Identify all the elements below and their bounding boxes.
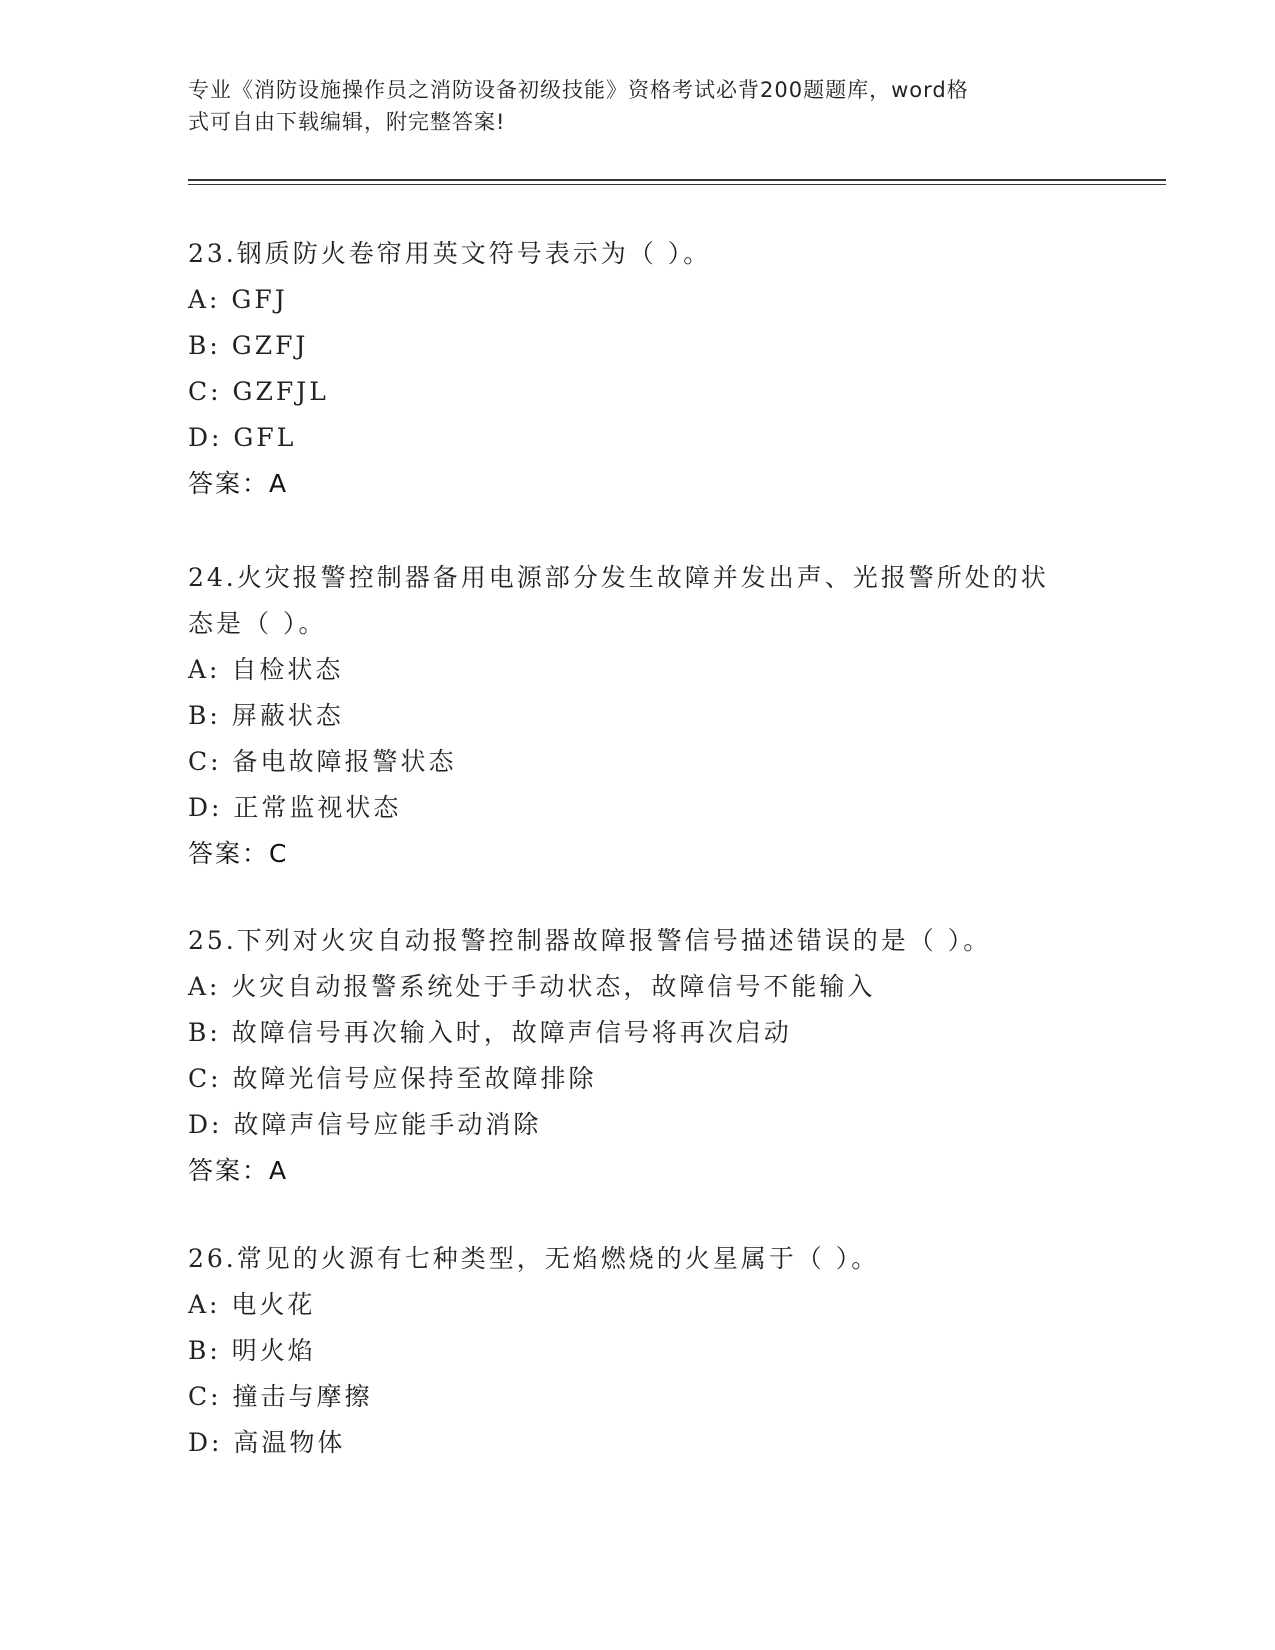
option-c: C: 备电故障报警状态 <box>188 747 457 776</box>
question-stem: 26.常见的火源有七种类型，无焰燃烧的火星属于（ ）。 <box>188 1244 880 1273</box>
option-b: B: 故障信号再次输入时，故障声信号将再次启动 <box>188 1018 792 1047</box>
question-24 <box>188 555 1088 877</box>
option-b: B: GZFJ <box>188 331 309 360</box>
question-23 <box>188 231 1088 507</box>
option-d: D: 故障声信号应能手动消除 <box>188 1110 542 1139</box>
question-26 <box>188 1236 1088 1466</box>
option-d: D: 高温物体 <box>188 1428 346 1457</box>
question-stem: 23.钢质防火卷帘用英文符号表示为（ ）。 <box>188 239 712 268</box>
option-a: A: 自检状态 <box>188 655 344 684</box>
question-stem: 25.下列对火灾自动报警控制器故障报警信号描述错误的是（ ）。 <box>188 926 992 955</box>
option-c: C: 撞击与摩擦 <box>188 1382 373 1411</box>
option-a: A: GFJ <box>188 285 288 314</box>
option-a: A: 火灾自动报警系统处于手动状态，故障信号不能输入 <box>188 972 876 1001</box>
answer: 答案：A <box>188 469 289 498</box>
option-b: B: 屏蔽状态 <box>188 701 344 730</box>
answer: 答案：A <box>188 1156 289 1185</box>
option-c: C: GZFJL <box>188 377 329 406</box>
header-divider-top <box>188 179 1166 181</box>
option-d: D: GFL <box>188 423 297 452</box>
answer: 答案：C <box>188 839 289 868</box>
document-header <box>188 74 1088 138</box>
option-b: B: 明火焰 <box>188 1336 316 1365</box>
header-line-2: 式可自由下载编辑，附完整答案! <box>188 110 506 134</box>
question-stem-line-1: 24.火灾报警控制器备用电源部分发生故障并发出声、光报警所处的状 <box>188 563 1049 592</box>
header-divider-bottom <box>188 184 1166 185</box>
option-a: A: 电火花 <box>188 1290 316 1319</box>
option-c: C: 故障光信号应保持至故障排除 <box>188 1064 597 1093</box>
question-stem-line-2: 态是（ ）。 <box>188 609 327 638</box>
option-d: D: 正常监视状态 <box>188 793 402 822</box>
question-25 <box>188 918 1088 1194</box>
header-line-1: 专业《消防设施操作员之消防设备初级技能》资格考试必背200题题库，word格 <box>188 78 969 102</box>
